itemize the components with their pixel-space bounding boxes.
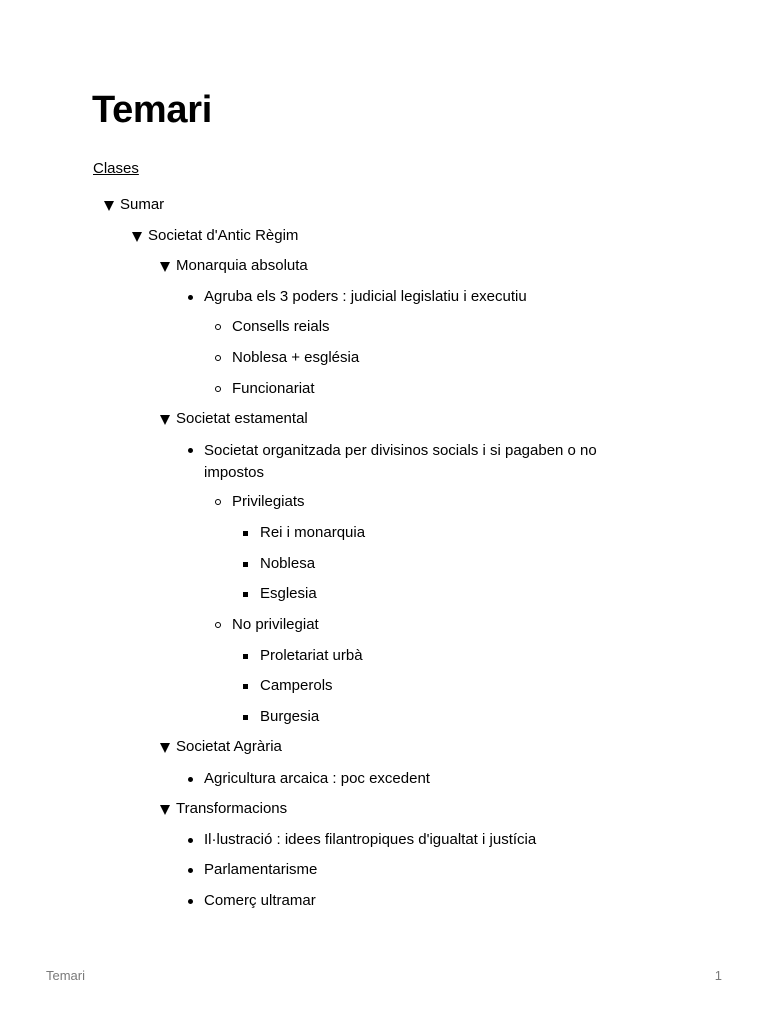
list-item: Agricultura arcaica : poc excedent bbox=[204, 770, 430, 787]
toggle-societat-estamental[interactable]: Societat estamental bbox=[176, 410, 308, 427]
bullet-disc-icon bbox=[188, 295, 193, 300]
list-item: Noblesa bbox=[260, 555, 316, 572]
bullet-disc-icon bbox=[188, 899, 193, 904]
list-item: Proletariat urbà bbox=[260, 647, 363, 664]
collapse-triangle-icon[interactable] bbox=[160, 805, 170, 815]
collapse-triangle-icon[interactable] bbox=[160, 262, 170, 272]
list-item: Privilegiats bbox=[232, 493, 305, 510]
list-item: Societat organitzada per divisinos socials i si pagaben o no impostos bbox=[204, 442, 597, 481]
list-item: Esglesia bbox=[260, 585, 317, 602]
collapse-triangle-icon[interactable] bbox=[160, 743, 170, 753]
list-item: Camperols bbox=[260, 677, 333, 694]
bullet-square-icon bbox=[243, 684, 248, 689]
footer-title: Temari bbox=[46, 968, 86, 983]
toggle-monarquia-absoluta[interactable]: Monarquia absoluta bbox=[176, 257, 308, 274]
collapse-triangle-icon[interactable] bbox=[132, 232, 142, 242]
list-item: Funcionariat bbox=[232, 380, 315, 397]
bullet-square-icon bbox=[243, 715, 248, 720]
bullet-disc-icon bbox=[188, 448, 193, 453]
bullet-square-icon bbox=[243, 654, 248, 659]
bullet-circle-icon bbox=[215, 622, 221, 628]
toggle-societat-antic-regim[interactable]: Societat d'Antic Règim bbox=[148, 227, 299, 244]
bullet-circle-icon bbox=[215, 499, 221, 505]
bullet-square-icon bbox=[243, 562, 248, 567]
bullet-square-icon bbox=[243, 531, 248, 536]
bullet-disc-icon bbox=[188, 868, 193, 873]
bullet-circle-icon bbox=[215, 355, 221, 361]
collapse-triangle-icon[interactable] bbox=[160, 415, 170, 425]
list-item: Consells reials bbox=[232, 318, 330, 335]
bullet-disc-icon bbox=[188, 777, 193, 782]
toggle-societat-agraria[interactable]: Societat Agrària bbox=[176, 738, 282, 755]
page-title: Temari bbox=[92, 89, 212, 131]
collapse-triangle-icon[interactable] bbox=[104, 201, 114, 211]
list-item: Noblesa + església bbox=[232, 349, 360, 366]
list-item: Burgesia bbox=[260, 708, 320, 725]
list-item: Il·lustració : idees filantropiques d'igualtat i justícia bbox=[204, 831, 537, 848]
list-item: Parlamentarisme bbox=[204, 861, 318, 878]
bullet-circle-icon bbox=[215, 386, 221, 392]
list-item: Comerç ultramar bbox=[204, 892, 316, 909]
bullet-circle-icon bbox=[215, 324, 221, 330]
list-item: Rei i monarquia bbox=[260, 524, 366, 541]
bullet-square-icon bbox=[243, 592, 248, 597]
page-number: 1 bbox=[714, 968, 722, 983]
bullet-disc-icon bbox=[188, 838, 193, 843]
list-item: Agruba els 3 poders : judicial legislatiu i executiu bbox=[204, 288, 527, 305]
clases-link[interactable]: Clases bbox=[93, 160, 139, 177]
toggle-sumar[interactable]: Sumar bbox=[120, 196, 165, 213]
list-item: No privilegiat bbox=[232, 616, 319, 633]
toggle-transformacions[interactable]: Transformacions bbox=[176, 800, 288, 817]
